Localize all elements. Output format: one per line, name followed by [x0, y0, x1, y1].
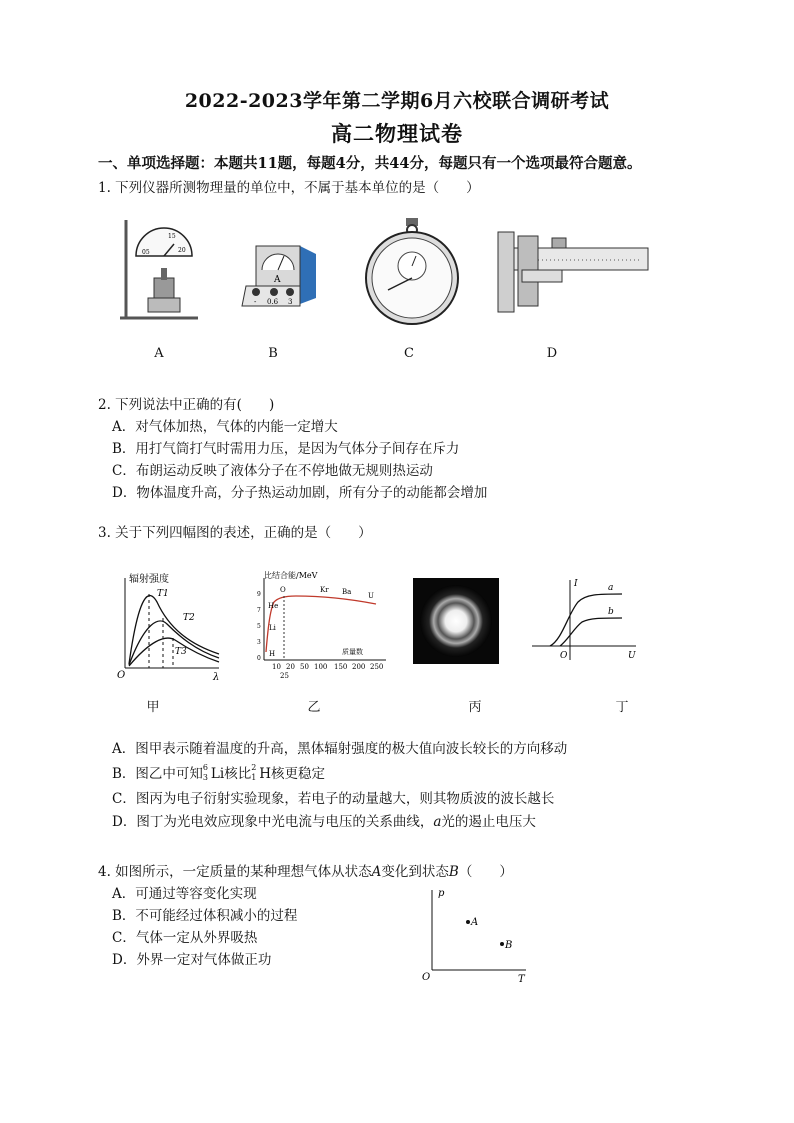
q3-option-b[interactable] [112, 762, 325, 782]
curve-label: T1 [157, 589, 169, 599]
option-label-b: B [268, 346, 278, 361]
question-3-stem: 3. 关于下列四幅图的表述，正确的是（ ） [98, 525, 372, 541]
q4-option-c[interactable]: C．气体一定从外界吸热 [112, 930, 258, 946]
point-label-b: B [505, 940, 513, 951]
q3-option-b-post: 核更稳定 [271, 766, 325, 782]
binding-energy-graph [250, 568, 390, 682]
x-tick: 250 [370, 663, 384, 671]
graph-xlabel: λ [213, 672, 220, 680]
curve-label: a [608, 583, 614, 593]
q3-option-b-mid: 核比 [224, 766, 252, 782]
q2-option-a[interactable]: A．对气体加热，气体的内能一定增大 [112, 419, 338, 435]
fig-label-jia: 甲 [146, 700, 160, 715]
nuclide-label: Li [269, 624, 276, 632]
graph-ylabel: I [574, 579, 578, 589]
graph-origin: O [422, 972, 431, 983]
y-tick: 3 [257, 639, 261, 646]
scale-tick: 05 [142, 249, 150, 256]
exam-title: 2022-2023学年第二学期6月六校联合调研考试 [184, 90, 610, 112]
spring-scale-figure [118, 218, 200, 324]
q2-option-d[interactable]: D．物体温度升高，分子热运动加剧，所有分子的动能都会增加 [112, 485, 488, 501]
blackbody-graph [115, 572, 227, 680]
fig-label-ding: 丁 [615, 700, 629, 715]
q3-option-b-h: H [259, 766, 271, 782]
x-tick: 150 [334, 663, 348, 671]
x-tick: 50 [300, 663, 309, 671]
fig-label-bing: 丙 [468, 700, 482, 715]
q3-option-d[interactable] [112, 810, 536, 830]
li-nuclide-symbol: 6 3 [202, 763, 209, 782]
stopwatch-figure [360, 216, 464, 328]
x-tick: 200 [352, 663, 366, 671]
q3-option-b-pre: B．图乙中可知 [112, 766, 203, 782]
y-tick: 0 [257, 655, 261, 662]
vernier-caliper-figure [492, 230, 654, 320]
nuclide-label: He [268, 602, 279, 610]
q4-state-b: B [448, 864, 459, 880]
exam-subtitle: 高二物理试卷 [331, 121, 463, 146]
q3-option-c[interactable]: C．图丙为电子衍射实验现象，若电子的动量越大，则其物质波的波长越长 [112, 791, 555, 807]
graph-xlabel: T [518, 974, 525, 984]
option-label-d: D [546, 346, 558, 361]
ammeter-figure [240, 240, 322, 316]
option-label-a: A [154, 346, 164, 361]
graph-ylabel: p [438, 888, 445, 899]
nuclide-label: H [269, 650, 276, 658]
electron-diffraction-image [413, 578, 499, 664]
fig-label-yi: 乙 [307, 700, 321, 715]
section-heading: 一、单项选择题：本题共11题，每题4分，共44分，每题只有一个选项最符合题意。 [98, 155, 642, 172]
y-tick: 7 [257, 607, 261, 614]
terminal-label: 3 [288, 298, 293, 306]
terminal-label: - [254, 298, 257, 306]
q3-option-d-a: a [433, 814, 442, 830]
question-2-stem: 2. 下列说法中正确的有( ) [98, 397, 275, 413]
nuclide-label: O [280, 586, 286, 594]
curve-label: T2 [183, 613, 195, 623]
option-label-c: C [404, 346, 414, 361]
q4-stem-pre: 4. 如图所示，一定质量的某种理想气体从状态 [98, 864, 372, 880]
nuclide-label: U [368, 592, 374, 600]
q2-option-b[interactable]: B．用打气筒打气时需用力压，是因为气体分子间存在斥力 [112, 441, 460, 457]
x-tick: 10 [272, 663, 281, 671]
q4-stem-mid: 变化到状态 [381, 864, 449, 880]
graph-ylabel: 辐射强度 [129, 574, 169, 585]
x-tick: 20 [286, 663, 295, 671]
q3-option-d-post: 光的遏止电压大 [441, 814, 536, 830]
question-1-stem: 1. 下列仪器所测物理量的单位中，不属于基本单位的是（ ） [98, 180, 480, 196]
ammeter-symbol: A [274, 275, 281, 285]
scale-tick: 20 [178, 247, 186, 254]
graph-ylabel: 比结合能/MeV [264, 571, 318, 580]
photoelectric-graph [528, 574, 640, 664]
question-4-stem [98, 860, 513, 880]
q4-stem-post: （ ） [458, 864, 513, 880]
q2-option-c[interactable]: C．布朗运动反映了液体分子在不停地做无规则热运动 [112, 463, 433, 479]
graph-xlabel: 质量数 [342, 648, 363, 656]
q3-option-a[interactable]: A．图甲表示随着温度的升高，黑体辐射强度的极大值向波长较长的方向移动 [112, 741, 568, 757]
p-t-graph [418, 884, 532, 984]
y-tick: 9 [257, 591, 261, 598]
h-nuclide-symbol: 2 1 [251, 763, 257, 782]
x-tick: 25 [280, 672, 289, 680]
nuclide-label: Ba [342, 588, 352, 596]
q3-option-b-li: Li [210, 766, 225, 782]
y-tick: 5 [257, 623, 261, 630]
nuclide-label: Kr [320, 586, 329, 594]
q4-option-d[interactable]: D．外界一定对气体做正功 [112, 952, 272, 968]
point-label-a: A [471, 917, 479, 928]
q4-option-b[interactable]: B．不可能经过体积减小的过程 [112, 908, 298, 924]
graph-xlabel: U [628, 651, 636, 661]
scale-tick: 15 [168, 233, 176, 240]
terminal-label: 0.6 [267, 298, 279, 306]
q4-option-a[interactable]: A．可通过等容变化实现 [112, 886, 257, 902]
curve-label: T3 [175, 647, 187, 657]
graph-origin: O [117, 670, 126, 680]
graph-origin: O [560, 651, 568, 661]
x-tick: 100 [314, 663, 328, 671]
curve-label: b [608, 607, 614, 617]
q4-state-a: A [371, 864, 382, 880]
q3-option-d-pre: D．图丁为光电效应现象中光电流与电压的关系曲线， [112, 814, 434, 830]
